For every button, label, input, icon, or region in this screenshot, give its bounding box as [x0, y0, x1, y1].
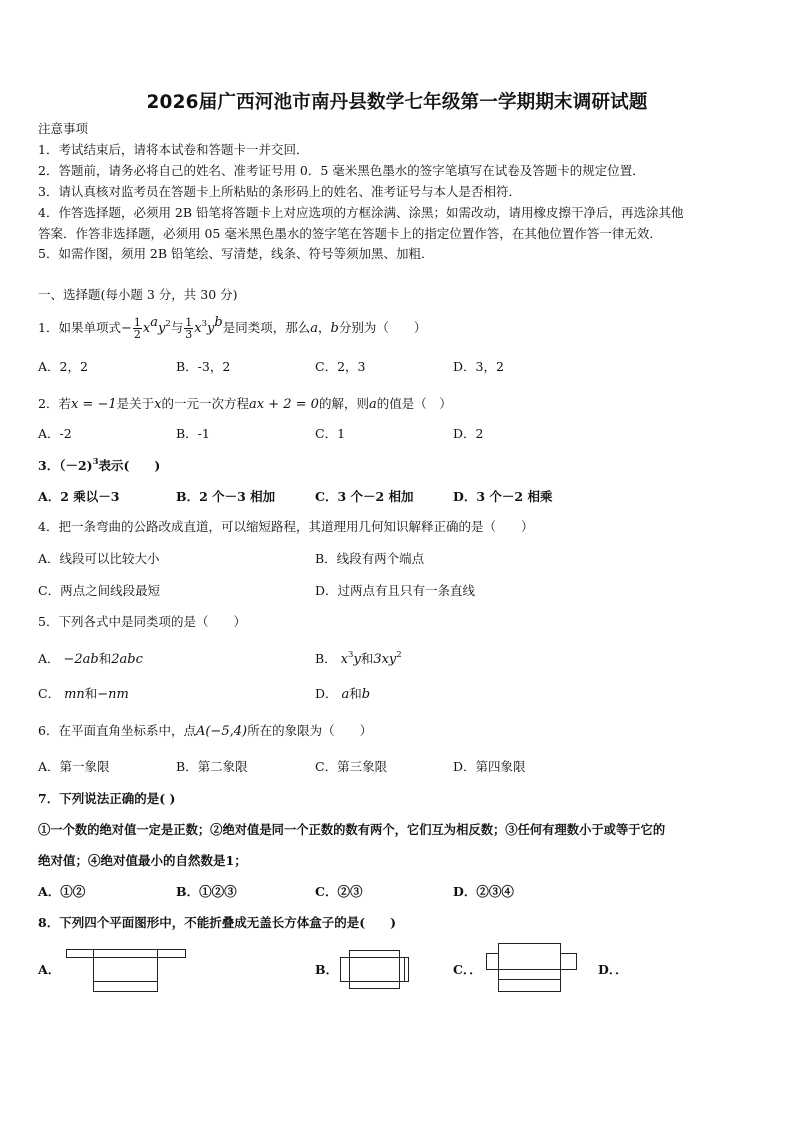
- q8-figure-b: [338, 948, 414, 992]
- q2-text-5: 的值是（ ）: [376, 396, 452, 411]
- q8-figure-c: [484, 941, 580, 995]
- q1-text: 1．如果单项式: [38, 320, 121, 335]
- question-2: [38, 396, 452, 413]
- q7-option-c: C．②③: [315, 884, 363, 899]
- q1-text-3: 分别为（ ）: [338, 320, 427, 335]
- q5-c-term-1: mn: [64, 687, 85, 702]
- q5-b-x: x: [340, 652, 349, 667]
- q5-option-b: [315, 651, 402, 668]
- q2-text: 2．若: [38, 396, 71, 411]
- question-3: [38, 458, 160, 474]
- q5-a-and: 和: [98, 651, 112, 666]
- q2-text-2: 是关于: [116, 396, 155, 411]
- q6-text: 6．在平面直角坐标系中，点: [38, 723, 196, 738]
- q5-d-term-1: a: [341, 687, 350, 702]
- q1-x: x: [142, 321, 151, 336]
- q1-with: 与: [170, 320, 184, 335]
- q5-b-exp-2: 2: [396, 650, 402, 660]
- q5-a-label: A．: [38, 651, 60, 666]
- q6-option-b: B．第二象限: [176, 759, 248, 774]
- q1-exp-2: 2: [165, 319, 171, 329]
- q1-var-b: b: [330, 321, 339, 336]
- q6-option-d: D．第四象限: [453, 759, 526, 774]
- question-5: 5．下列各式中是同类项的是（ ）: [38, 614, 246, 629]
- notice-heading: 注意事项: [38, 121, 89, 136]
- q7-statement-1: ①一个数的绝对值一定是正数；②绝对值是同一个正数的数有两个，它们互为相反数；③任何有理数小于或等于它的: [38, 822, 666, 837]
- q1-f2-den: 3: [185, 328, 193, 341]
- q2-var-x: x: [154, 397, 162, 412]
- q7-option-a: A．①②: [38, 884, 86, 899]
- q3-option-c: C．3 个－2 相加: [315, 489, 414, 504]
- q1-option-b: B．-3，2: [176, 359, 231, 374]
- q1-f1-num: 1: [133, 316, 141, 329]
- q1-neg: −: [120, 321, 132, 336]
- notice-item-1: 1．考试结束后，请将本试卷和答题卡一并交回．: [38, 142, 309, 157]
- q5-a-term-2: 2abc: [111, 652, 143, 667]
- q5-b-term-2: 3xy: [373, 652, 397, 667]
- q5-c-term-2: −nm: [97, 687, 129, 702]
- notice-item-3: 3．请认真核对监考员在答题卡上所粘贴的条形码上的姓名、准考证号与本人是否相符．: [38, 184, 521, 199]
- q3-text: 3．（－2): [38, 458, 93, 473]
- question-7: 7．下列说法正确的是( ): [38, 791, 176, 806]
- q2-option-d: D．2: [453, 426, 484, 441]
- q2-var-a: a: [368, 397, 377, 412]
- q8-option-a-label: A．: [38, 962, 61, 977]
- q5-option-d: [315, 686, 370, 703]
- question-1: [38, 316, 426, 341]
- q1-f1-den: 2: [133, 328, 141, 341]
- q1-y: y: [157, 321, 166, 336]
- q1-f2-num: 1: [185, 316, 193, 329]
- q7-statement-2: 绝对值；④绝对值最小的自然数是1；: [38, 853, 247, 868]
- q1-option-d: D．3，2: [453, 359, 504, 374]
- page-title: 2026届广西河池市南丹县数学七年级第一学期期末调研试题: [146, 92, 648, 113]
- q3-option-a: A．2 乘以－3: [38, 489, 120, 504]
- q8-figure-a: [64, 947, 188, 995]
- q2-option-c: C．1: [315, 426, 346, 441]
- q5-d-label: D．: [315, 686, 338, 701]
- q1-exp-3: 3: [201, 319, 208, 329]
- q1-option-c: C．2，3: [315, 359, 366, 374]
- q4-option-d: D．过两点有且只有一条直线: [315, 583, 476, 598]
- q5-c-label: C．: [38, 686, 61, 701]
- q1-var-a: a: [310, 321, 319, 336]
- q5-d-term-2: b: [361, 687, 371, 702]
- question-6: [38, 723, 372, 740]
- q2-eq-x: x = −1: [70, 397, 117, 412]
- q8-option-d-label: D．．: [598, 962, 628, 977]
- q1-fraction-1: [133, 317, 142, 340]
- q1-fraction-2: [184, 317, 193, 340]
- notice-item-4: 4．作答选择题，必须用 2B 铅笔将答题卡上对应选项的方框涂满、涂黑；如需改动，请用橡皮擦干净后，再选涂其他: [38, 205, 684, 220]
- q3-option-d: D．3 个－2 相乘: [453, 489, 553, 504]
- section-heading: 一、选择题(每小题 3 分，共 30 分): [38, 287, 238, 302]
- q8-option-b-label: B．: [315, 962, 339, 977]
- q2-text-4: 的解，则: [318, 396, 369, 411]
- q6-text-2: 所在的象限为（ ）: [247, 723, 373, 738]
- q7-option-b: B．①②③: [176, 884, 237, 899]
- q2-equation: ax + 2 = 0: [248, 397, 319, 412]
- q1-exp-a: a: [150, 315, 158, 330]
- q5-b-exp-1: 3: [348, 650, 354, 660]
- q4-option-a: A．线段可以比较大小: [38, 551, 160, 566]
- q5-b-label: B．: [315, 651, 337, 666]
- q5-option-c: [38, 686, 129, 703]
- q6-option-a: A．第一象限: [38, 759, 110, 774]
- q6-option-c: C．第三象限: [315, 759, 388, 774]
- q2-option-b: B．-1: [176, 426, 210, 441]
- q5-b-and: 和: [360, 651, 374, 666]
- q5-a-term-1: −2ab: [63, 652, 99, 667]
- q5-b-y: y: [353, 652, 361, 667]
- q7-option-d: D．②③④: [453, 884, 514, 899]
- q4-option-c: C．两点之间线段最短: [38, 583, 161, 598]
- q5-d-and: 和: [349, 686, 362, 701]
- q3-text-2: 表示( ): [98, 458, 161, 473]
- notice-item-5: 5．如需作图，须用 2B 铅笔绘、写清楚，线条、符号等须加黑、加粗．: [38, 246, 434, 261]
- q1-option-a: A．2，2: [38, 359, 88, 374]
- notice-item-4-cont: 答案．作答非选择题，必须用 05 毫米黑色墨水的签字笔在答题卡上的指定位置作答，在其他位置作答一律无效．: [38, 226, 662, 241]
- q1-y2: y: [207, 321, 215, 336]
- q4-option-b: B．线段有两个端点: [315, 551, 425, 566]
- q2-option-a: A．-2: [38, 426, 72, 441]
- q1-comma: ，: [318, 320, 331, 335]
- question-4: 4．把一条弯曲的公路改成直道，可以缩短路程，其道理用几何知识解释正确的是（ ）: [38, 519, 534, 534]
- q3-exp: 3: [92, 457, 99, 467]
- q5-c-and: 和: [84, 686, 98, 701]
- q6-point: A(−5,4): [195, 724, 248, 739]
- q1-x2: x: [194, 321, 202, 336]
- notice-item-2: 2．答题前，请务必将自己的姓名、准考证号用 0．5 毫米黑色墨水的签字笔填写在试卷及答题卡的规定位置．: [38, 163, 645, 178]
- q5-option-a: [38, 651, 143, 668]
- q1-text-2: 是同类项，那么: [222, 320, 311, 335]
- q2-text-3: 的一元一次方程: [161, 396, 249, 411]
- question-8: 8．下列四个平面图形中，不能折叠成无盖长方体盒子的是( ): [38, 915, 397, 930]
- q1-exp-b: b: [214, 315, 223, 330]
- q3-option-b: B．2 个－3 相加: [176, 489, 276, 504]
- q8-option-c-label: C．．: [453, 962, 482, 977]
